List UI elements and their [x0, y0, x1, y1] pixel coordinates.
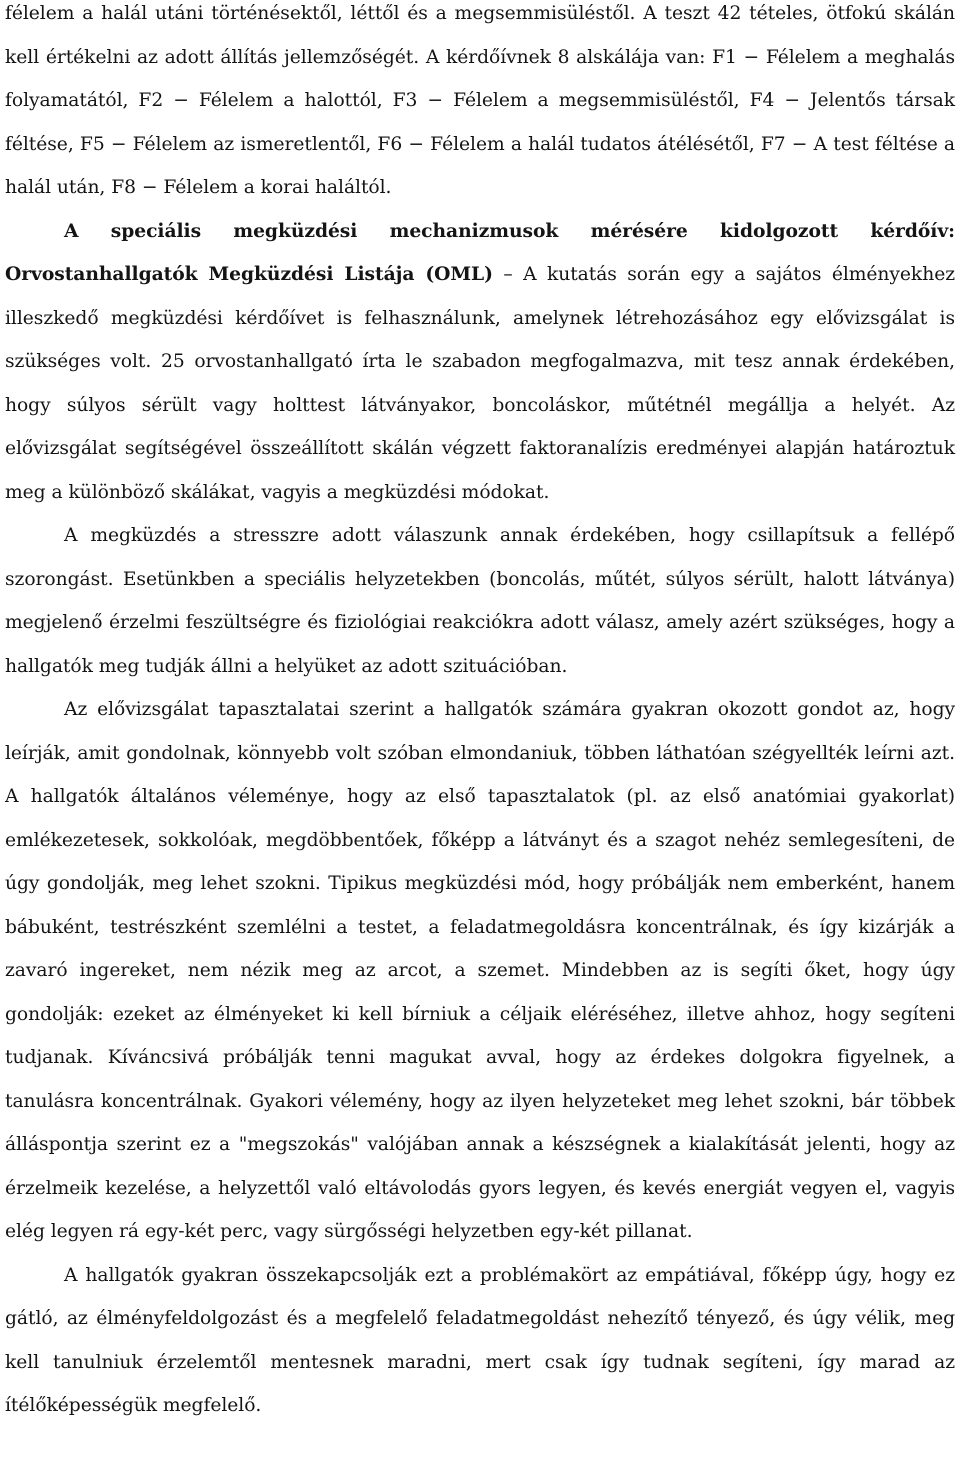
- paragraph-coping-definition: A megküzdés a stresszre adott válaszunk annak érdekében, hogy csillapítsuk a fellépő szorongást. Esetünkben a speciális helyzetekben (boncolás, műtét, súlyos sérült, halott látványa) megjelenő érzelmi feszültségre és fiziológiai reakciókra adott válasz, amely azért szükséges, hogy a hallgatók meg tudják állni a helyüket az adott szituációban.: [5, 525, 955, 677]
- paragraph-pilot-findings: Az elővizsgálat tapasztalatai szerint a hallgatók számára gyakran okozott gondot az, hogy leírják, amit gondolnak, könnyebb volt szóban elmondaniuk, többen láthatóan szégyellték leírni azt. A hallgatók általános véleménye, hogy az első tapasztalatok (pl. az első anatómiai gyakorlat) emlékezetesek, sokkolóak, megdöbbentőek, főképp a látványt és a szagot nehéz semlegesíteni, de úgy gondolják, meg lehet szokni. Tipikus megküzdési mód, hogy próbálják nem emberként, hanem bábuként, testrészként szemlélni a testet, a feladatmegoldásra koncentrálnak, és így kizárják a zavaró ingereket, nem nézik meg az arcot, a szemet. Mindebben az is segíti őket, hogy úgy gondolják: ezeket az élményeket ki kell bírniuk a céljaik eléréséhez, illetve ahhoz, hogy segíteni tudjanak. Kíváncsivá próbálják tenni magukat avval, hogy az érdekes dolgokra figyelnek, a tanulásra koncentrálnak. Gyakori vélemény, hogy az ilyen helyzeteket meg lehet szokni, bár többek álláspontja szerint ez a "megszokás" valójában annak a készségnek a kialakítását jelenti, hogy az érzelmeik kezelése, a helyzettől való eltávolodás gyors legyen, és kevés energiát vegyen el, vagyis elég legyen rá egy-két perc, vagy sürgősségi helyzetben egy-két pillanat.: [5, 699, 955, 1242]
- paragraph-oml-body: A kutatás során egy a sajátos élményekhez illeszkedő megküzdési kérdőívet is felhasználunk, amelynek létrehozásához egy elővizsgálat is szükséges volt. 25 orvostanhallgató írta le szabadon megfogalmazva, mit tesz annak érdekében, hogy súlyos sérült vagy holttest látványakor, boncoláskor, műtétnél megállja a helyét. Az elővizsgálat segítségével összeállított skálán végzett faktoranalízis eredményei alapján határoztuk meg a különböző skálákat, vagyis a megküzdési módokat.: [5, 264, 955, 503]
- heading-dash: –: [492, 264, 524, 285]
- paragraph-empathy: A hallgatók gyakran összekapcsolják ezt a problémakört az empátiával, főképp úgy, hogy ez gátló, az élményfeldolgozást és a megfelelő feladatmegoldást nehezítő tényező, és úgy vélik, meg kell tanulniuk érzelemtől mentesnek maradni, mert csak így tudnak segíteni, így marad az ítélőképességük megfelelő.: [5, 1264, 955, 1416]
- paragraph-oml-questionnaire: [5, 210, 955, 515]
- paragraph-scale-description: félelem a halál utáni történésektől, léttől és a megsemmisüléstől. A teszt 42 tételes, ötfokú skálán kell értékelni az adott állítás jellemzőségét. A kérdőívnek 8 alskálája van: F1 − Félelem a meghalás folyamatától, F2 − Félelem a halottól, F3 − Félelem a megsemmisüléstől, F4 − Jelentős társak féltése, F5 − Félelem az ismeretlentől, F6 − Félelem a halál tudatos átélésétől, F7 − A test féltése a halál után, F8 − Félelem a korai haláltól.: [5, 3, 955, 198]
- section-heading-oml: A speciális megküzdési mechanizmusok mérésére kidolgozott kérdőív: Orvostanhallgatók Megküzdési Listája (OML): [5, 219, 955, 285]
